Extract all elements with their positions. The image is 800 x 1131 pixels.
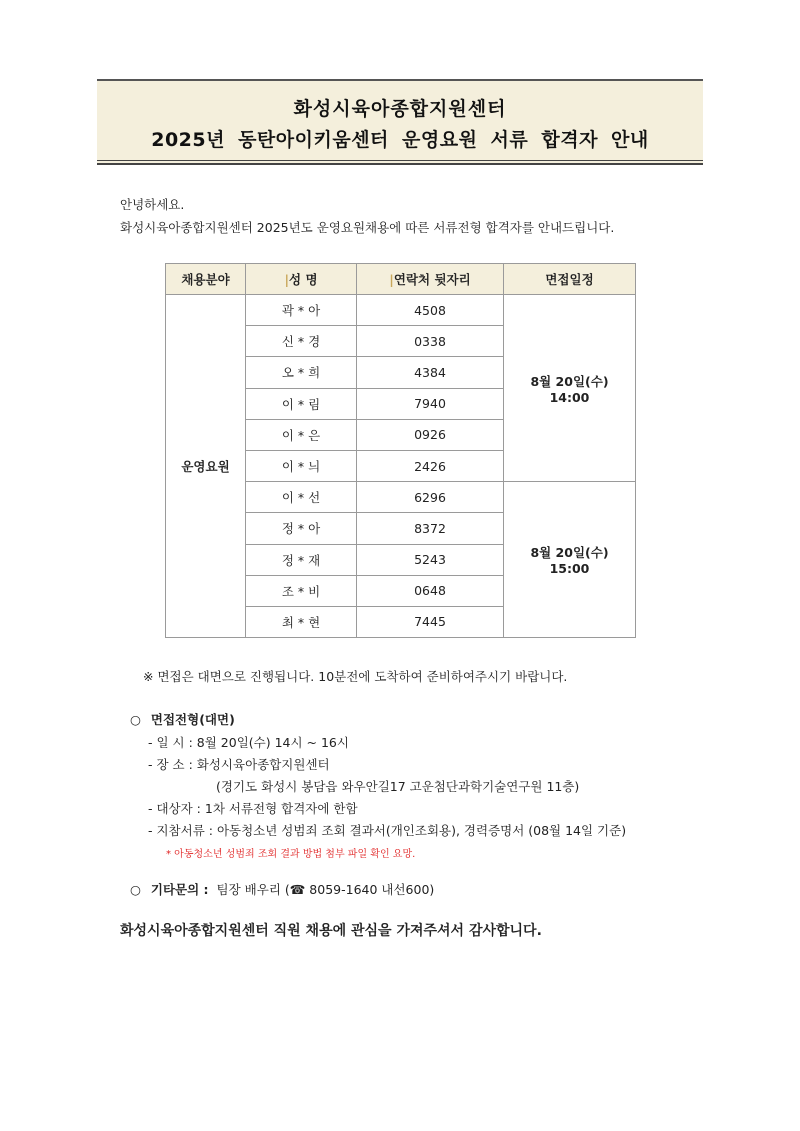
interview-place-label: - 장 소 : [148,757,193,772]
phone-cell: 4384 [357,357,504,388]
contact-label: 기타문의 : [150,882,209,897]
name-cell: 이 * 늬 [246,450,357,481]
schedule-cell-1 [504,295,636,482]
header-name: |성 명 [246,264,357,295]
name-cell: 정 * 아 [246,513,357,544]
schedule-cell-2 [504,482,636,638]
interview-address: (경기도 화성시 봉담읍 와우안길17 고운첨단과학기술연구원 11층) [216,779,580,794]
phone-cell: 2426 [357,450,504,481]
closing-message: 화성시육아종합지원센터 직원 채용에 관심을 가져주셔서 감사합니다. [120,923,542,939]
phone-cell: 5243 [357,544,504,575]
result-table [165,263,636,638]
schedule-time: 15:00 [549,561,590,577]
phone-cell: 7940 [357,388,504,419]
field-cell: 운영요원 [166,295,246,638]
circle-bullet-icon: ○ [130,882,141,897]
interview-documents: - 지참서류 : 아동청소년 성범죄 조회 결과서(개인조회용), 경력증명서 (08월 14일 기준) [148,823,627,838]
documents-note: * 아동청소년 성범죄 조회 결과 방법 첨부 파일 확인 요망. [166,849,416,860]
contact-value: 팀장 배우리 (☎ 8059-1640 내선600) [216,882,435,897]
title-banner [97,79,703,165]
header-schedule: 면접일정 [504,264,636,295]
header-phone: |연락처 뒷자리 [357,264,504,295]
schedule-date: 8월 20일(수) [530,545,609,561]
interview-heading [130,710,235,728]
phone-cell: 0338 [357,326,504,357]
table-row [166,295,636,326]
interview-date-label: - 일 시 : [148,735,193,750]
arrival-note: ※ 면접은 대면으로 진행됩니다. 10분전에 도착하여 준비하여주시기 바랍니다. [143,669,568,684]
name-cell: 최 * 현 [246,606,357,637]
name-cell: 신 * 경 [246,326,357,357]
schedule-time: 14:00 [549,389,590,405]
greeting: 안녕하세요. [120,197,185,212]
name-cell: 이 * 선 [246,482,357,513]
phone-cell: 0926 [357,419,504,450]
name-cell: 곽 * 아 [246,295,357,326]
org-title: 화성시육아종합지원센터 [293,98,507,120]
name-cell: 오 * 희 [246,357,357,388]
name-cell: 조 * 비 [246,575,357,606]
phone-cell: 6296 [357,482,504,513]
circle-bullet-icon: ○ [130,712,141,727]
header-field: 채용분야 [166,264,246,295]
name-cell: 이 * 림 [246,388,357,419]
interview-date-value: 8월 20일(수) 14시 ~ 16시 [196,735,349,750]
name-cell: 정 * 재 [246,544,357,575]
interview-place [148,755,330,773]
schedule-date: 8월 20일(수) [530,373,609,389]
interview-target: - 대상자 : 1차 서류전형 합격자에 한함 [148,801,358,816]
notice-title: 2025년 동탄아이키움센터 운영요원 서류 합격자 안내 [151,129,649,151]
phone-cell: 7445 [357,606,504,637]
table-header-row [166,264,636,295]
phone-cell: 0648 [357,575,504,606]
interview-date [148,733,349,751]
phone-cell: 4508 [357,295,504,326]
interview-place-value: 화성시육아종합지원센터 [196,757,330,772]
name-cell: 이 * 은 [246,419,357,450]
intro-text: 화성시육아종합지원센터 2025년도 운영요원채용에 따른 서류전형 합격자를 안내드립니다. [120,220,615,235]
phone-cell: 8372 [357,513,504,544]
interview-title: 면접전형(대면) [150,712,235,727]
contact-line [130,880,434,898]
